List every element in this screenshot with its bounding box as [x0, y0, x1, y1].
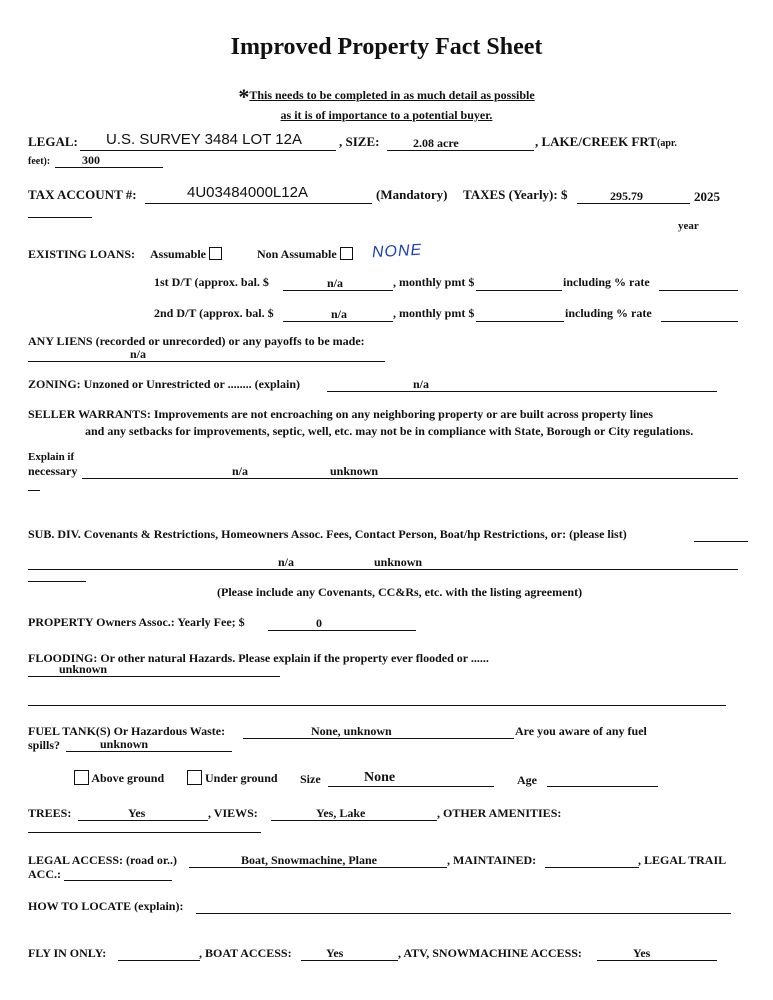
fly-in-line[interactable] — [118, 960, 200, 961]
assumable-option[interactable] — [150, 247, 225, 262]
tax-line-2[interactable] — [28, 217, 92, 218]
subdiv-value-1[interactable]: n/a — [278, 555, 295, 569]
fuel-spills-question: Are you aware of any fuel — [515, 724, 647, 738]
explain-line-2[interactable] — [28, 490, 40, 491]
first-dt-monthly-line[interactable] — [476, 290, 562, 291]
tank-size-line[interactable] — [328, 786, 494, 787]
amenities-label: , OTHER AMENITIES: — [437, 806, 562, 820]
boat-access-label: , BOAT ACCESS: — [199, 946, 292, 960]
spills-line[interactable] — [66, 751, 232, 752]
second-dt-rate-line[interactable] — [661, 321, 738, 322]
size-line[interactable] — [387, 150, 534, 151]
fuel-value[interactable]: None, unknown — [311, 724, 392, 738]
first-dt-rate-line[interactable] — [659, 290, 738, 291]
subdiv-line-1[interactable] — [694, 541, 748, 542]
assumable-label: Assumable — [150, 247, 207, 261]
flooding-line-2[interactable] — [28, 705, 726, 706]
non-assumable-checkbox[interactable] — [340, 247, 353, 260]
poa-label: PROPERTY Owners Assoc.: Yearly Fee; $ — [28, 615, 245, 629]
taxes-value[interactable]: 295.79 — [610, 189, 643, 203]
tank-size-value[interactable]: None — [364, 770, 396, 785]
feet-line[interactable] — [55, 167, 163, 168]
trees-label: TREES: — [28, 806, 72, 820]
page-title: Improved Property Fact Sheet — [230, 34, 543, 60]
poa-line[interactable] — [268, 630, 416, 631]
trees-value[interactable]: Yes — [128, 806, 146, 820]
frt-label — [535, 134, 677, 150]
liens-line[interactable] — [28, 361, 385, 362]
atv-value[interactable]: Yes — [633, 946, 651, 960]
maintained-line[interactable] — [545, 867, 639, 868]
first-dt-bal[interactable]: n/a — [327, 276, 344, 290]
flooding-value[interactable]: unknown — [59, 662, 108, 676]
feet-label: feet): — [28, 156, 51, 167]
legal-trail-label: , LEGAL TRAIL — [638, 853, 727, 867]
zoning-value[interactable]: n/a — [413, 377, 430, 391]
under-ground-checkbox[interactable] — [187, 770, 202, 785]
boat-access-value[interactable]: Yes — [326, 946, 344, 960]
liens-value[interactable]: n/a — [130, 347, 147, 361]
fly-in-label: FLY IN ONLY: — [28, 946, 107, 960]
non-assumable-option[interactable] — [257, 247, 356, 262]
fuel-label: FUEL TANK(S) Or Hazardous Waste: — [28, 724, 226, 738]
views-value[interactable]: Yes, Lake — [316, 806, 366, 820]
second-dt-monthly-line[interactable] — [476, 321, 564, 322]
size-value[interactable]: 2.08 acre — [413, 136, 459, 150]
subdiv-line-3[interactable] — [28, 581, 86, 582]
second-dt-monthly: , monthly pmt $ — [393, 306, 475, 320]
views-label: , VIEWS: — [208, 806, 258, 820]
explain-line[interactable] — [82, 478, 738, 479]
tax-year-value[interactable]: 2025 — [694, 189, 720, 204]
explain-value-1[interactable]: n/a — [232, 464, 249, 478]
tax-label: TAX ACCOUNT #: — [28, 187, 137, 202]
above-ground-checkbox[interactable] — [74, 770, 89, 785]
under-ground-option[interactable] — [187, 770, 278, 786]
frt-note: (apr. — [656, 138, 677, 149]
subdiv-label: SUB. DIV. Covenants & Restrictions, Homeowners Assoc. Fees, Contact Person, Boat/hp Restrictions, or: (please list) — [28, 527, 627, 541]
age-line[interactable] — [547, 786, 658, 787]
acc-line[interactable] — [64, 880, 172, 881]
poa-value[interactable]: 0 — [316, 616, 322, 630]
warrants-line1: SELLER WARRANTS: Improvements are not encroaching on any neighboring property or are built across property lines — [28, 407, 654, 421]
notice-star: * — [238, 84, 250, 109]
size-label: Size — [300, 772, 321, 786]
subdiv-value-2[interactable]: unknown — [374, 555, 423, 569]
maintained-label: , MAINTAINED: — [447, 853, 537, 867]
notice-line1: This needs to be completed in as much detail as possible — [249, 88, 535, 102]
above-ground-label: Above ground — [91, 771, 165, 785]
warrants-line2: and any setbacks for improvements, septic, well, etc. may not be in compliance with State, Borough or City regulations. — [85, 424, 694, 438]
locate-label: HOW TO LOCATE (explain): — [28, 899, 184, 913]
liens-label: ANY LIENS (recorded or unrecorded) or any payoffs to be made: — [28, 334, 365, 348]
age-label: Age — [517, 773, 537, 787]
second-dt-bal[interactable]: n/a — [331, 307, 348, 321]
taxes-label: TAXES (Yearly): $ — [463, 187, 568, 202]
tax-year-label: year — [678, 220, 699, 232]
acc-label: ACC.: — [28, 867, 61, 881]
locate-line[interactable] — [196, 913, 731, 914]
boat-access-line[interactable] — [301, 960, 398, 961]
under-ground-label: Under ground — [205, 771, 278, 785]
tax-line[interactable] — [145, 203, 372, 204]
feet-value[interactable]: 300 — [82, 153, 100, 167]
first-dt-monthly: , monthly pmt $ — [393, 275, 475, 289]
notice — [0, 84, 773, 110]
explain-label-1: Explain if — [28, 451, 75, 463]
first-dt-rate: including % rate — [563, 275, 650, 289]
access-label: LEGAL ACCESS: (road or..) — [28, 853, 178, 867]
notice-line2: as it is of importance to a potential buyer. — [280, 108, 493, 122]
access-value[interactable]: Boat, Snowmachine, Plane — [241, 853, 378, 867]
non-assumable-label: Non Assumable — [257, 247, 337, 261]
first-dt-label: 1st D/T (approx. bal. $ — [154, 275, 269, 289]
frt-label-text: , LAKE/CREEK FRT — [535, 134, 657, 149]
loans-label: EXISTING LOANS: — [28, 247, 136, 261]
fuel-spills-label: spills? — [28, 738, 61, 752]
explain-value-2[interactable]: unknown — [330, 464, 379, 478]
spills-value[interactable]: unknown — [100, 737, 149, 751]
subdiv-note: (Please include any Covenants, CC&Rs, etc. with the listing agreement) — [217, 585, 583, 599]
tax-value[interactable]: 4U03484000L12A — [187, 184, 308, 201]
handwritten-none: NONE — [371, 241, 423, 262]
legal-line[interactable] — [80, 150, 336, 151]
tax-mandatory: (Mandatory) — [376, 187, 448, 202]
atv-line[interactable] — [597, 960, 717, 961]
amenities-line[interactable] — [28, 832, 261, 833]
flooding-label: FLOODING: Or other natural Hazards. Please explain if the property ever flooded or ...... — [28, 651, 489, 665]
legal-value[interactable]: U.S. SURVEY 3484 LOT 12A — [106, 131, 302, 148]
second-dt-label: 2nd D/T (approx. bal. $ — [154, 306, 274, 320]
atv-label: , ATV, SNOWMACHINE ACCESS: — [398, 946, 582, 960]
legal-size-label: , SIZE: — [339, 134, 380, 149]
second-dt-rate: including % rate — [565, 306, 652, 320]
assumable-checkbox[interactable] — [209, 247, 222, 260]
explain-label-2: necessary — [28, 464, 78, 478]
above-ground-option[interactable] — [74, 770, 164, 786]
zoning-line[interactable] — [327, 391, 717, 392]
legal-label: LEGAL: — [28, 134, 78, 149]
zoning-label: ZONING: Unzoned or Unrestricted or ........ (explain) — [28, 377, 300, 391]
